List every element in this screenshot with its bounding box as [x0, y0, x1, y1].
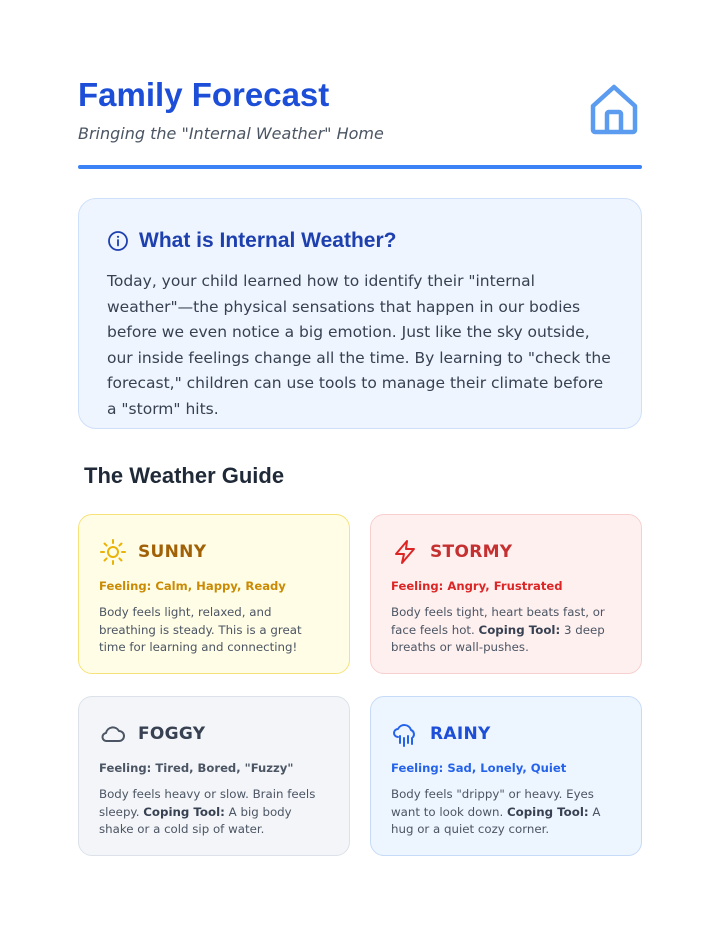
home-icon — [588, 82, 640, 136]
weather-card-sunny — [78, 514, 350, 674]
card-description: Body feels tight, heart beats fast, or face feels hot. Coping Tool: 3 deep breaths or wall-pushes. — [391, 605, 605, 655]
cloud-icon — [99, 720, 127, 748]
info-body: Today, your child learned how to identify their "internal weather"—the physical sensations that happen in our bodies before we even notice a big emotion. Just like the sky outside, our inside feelings change all the time. By learning to "check the forecast," children can use tools to manage their climate before a "storm" hits. — [107, 272, 611, 418]
card-feeling: Feeling: Angry, Frustrated — [391, 579, 563, 593]
card-description: Body feels "drippy" or heavy. Eyes want to look down. Coping Tool: A hug or a quiet cozy corner. — [391, 787, 601, 837]
card-name: FOGGY — [138, 724, 206, 744]
card-name: RAINY — [430, 724, 491, 744]
section-title: The Weather Guide — [84, 463, 285, 488]
weather-card-stormy — [370, 514, 642, 674]
card-name: STORMY — [430, 542, 513, 562]
card-name: SUNNY — [138, 542, 207, 562]
weather-card-foggy — [78, 696, 350, 856]
page-title: Family Forecast — [78, 76, 330, 113]
card-feeling: Feeling: Calm, Happy, Ready — [99, 579, 286, 593]
info-icon — [107, 230, 129, 252]
card-feeling: Feeling: Tired, Bored, "Fuzzy" — [99, 761, 294, 775]
weather-card-rainy — [370, 696, 642, 856]
sun-icon — [99, 538, 127, 566]
info-panel — [78, 198, 642, 429]
card-description: Body feels heavy or slow. Brain feels sleepy. Coping Tool: A big body shake or a cold sip of water. — [99, 787, 316, 837]
info-title: What is Internal Weather? — [139, 229, 397, 252]
page-subtitle: Bringing the "Internal Weather" Home — [78, 124, 384, 143]
header-divider — [78, 165, 642, 169]
lightning-icon — [391, 538, 419, 566]
card-description: Body feels light, relaxed, and breathing is steady. This is a great time for learning and connecting! — [99, 605, 302, 655]
card-feeling: Feeling: Sad, Lonely, Quiet — [391, 761, 567, 775]
header — [78, 74, 642, 170]
rain-cloud-icon — [391, 720, 419, 748]
